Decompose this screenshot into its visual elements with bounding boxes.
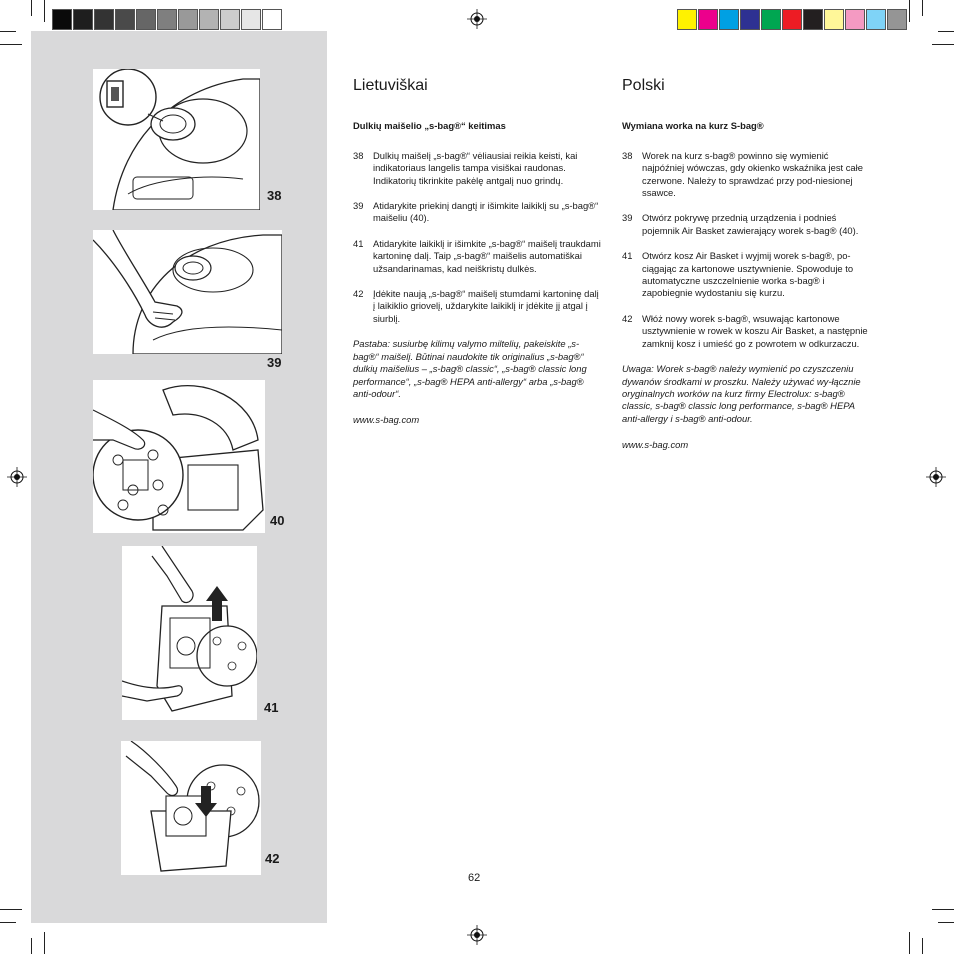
- registration-mark-icon: [467, 925, 487, 945]
- figure-number-39: 39: [267, 355, 282, 370]
- step-text: Įdėkite naują „s-bag®“ maišelį stumdami kartoninę dalį į laikiklio griovelį, uždarykite laikiklį ir įdėkite jį atgal į siurblį.: [373, 288, 599, 324]
- color-swatch: [677, 9, 697, 30]
- figure-number-40: 40: [270, 513, 285, 528]
- pl-step: [622, 313, 870, 350]
- step-number: 42: [622, 312, 633, 324]
- figure-38-bag-indicator-illustration: [93, 69, 260, 210]
- step-text: Worek na kurz s-bag® powinno się wymienić najpóźniej wówczas, gdy okienko wskaźnika jest całe czerwone. Należy to sprawdzać przy pod-niesionej ssawce.: [642, 149, 863, 199]
- lithuanian-section-heading: Dulkių maišelio „s-bag®“ keitimas: [353, 120, 506, 132]
- lithuanian-column: [353, 77, 601, 436]
- lt-step: [353, 288, 601, 325]
- figure-41-pull-bag-out-illustration: [122, 546, 257, 720]
- color-swatch: [761, 9, 781, 30]
- color-swatch: [94, 9, 114, 30]
- color-swatch: [241, 9, 261, 30]
- step-number: 41: [353, 237, 364, 249]
- color-swatch: [73, 9, 93, 30]
- color-swatch: [136, 9, 156, 30]
- pl-step: [622, 212, 870, 237]
- figure-number-41: 41: [264, 700, 279, 715]
- lithuanian-website-link[interactable]: www.s-bag.com: [353, 414, 420, 426]
- lt-step: [353, 150, 601, 187]
- step-number: 41: [622, 250, 633, 262]
- color-swatch: [157, 9, 177, 30]
- polish-section-heading: Wymiana worka na kurz S-bag®: [622, 120, 764, 132]
- color-swatch: [220, 9, 240, 30]
- color-swatch: [803, 9, 823, 30]
- pl-step: [622, 250, 870, 300]
- color-swatch: [178, 9, 198, 30]
- lithuanian-note: Pastaba: susiurbę kilimų valymo miltelių, pakeiskite „s-bag®“ maišelį. Būtinai naudokite tik originalius „s-bag®“ dulkių maišelius – „s-bag® classic“, „s-bag® classic long performance“, „s-bag® HEPA anti-allergy“ arba „s-bag® anti-odour“.: [353, 338, 587, 399]
- figure-39-open-cover-illustration: [93, 230, 282, 354]
- step-number: 38: [622, 149, 633, 161]
- step-text: Otwórz kosz Air Basket i wyjmij worek s-bag®, po-ciągając za kartonowe usztywnienie. Spowoduje to automatyczne uszczelnienie worka s-bag® i zapobiegnie wydostaniu się kurzu.: [642, 250, 854, 299]
- color-swatch: [866, 9, 886, 30]
- registration-mark-icon: [926, 467, 946, 487]
- figure-number-42: 42: [265, 851, 280, 866]
- step-number: 38: [353, 149, 364, 161]
- step-text: Otwórz pokrywę przednią urządzenia i podnieś pojemnik Air Basket zawierający worek s-bag® (40).: [642, 212, 859, 236]
- polish-website-link[interactable]: www.s-bag.com: [622, 439, 689, 451]
- color-swatch: [262, 9, 282, 30]
- color-swatch: [698, 9, 718, 30]
- color-swatch: [845, 9, 865, 30]
- grayscale-color-bar: [52, 9, 283, 30]
- pl-step: [622, 150, 870, 200]
- polish-title: Polski: [622, 77, 665, 94]
- color-swatch: [782, 9, 802, 30]
- lithuanian-title: Lietuviškai: [353, 77, 428, 94]
- step-text: Włóż nowy worek s-bag®, wsuwając kartonowe usztywnienie w rowek w koszu Air Basket, a następnie zamknij kosz i umieść go z powrotem w odkurzaczu.: [642, 312, 868, 349]
- lt-step: [353, 200, 601, 225]
- polish-note: Uwaga: Worek s-bag® należy wymienić po czyszczeniu dywanów środkami w proszku. Należy używać wy-łącznie oryginalnych worków na kurz firmy Electrolux: s-bag® classic, s-bag® classic long performance, s-bag® HEPA anti-allergy i s-bag® anti-odour.: [622, 363, 861, 424]
- polish-column: [622, 77, 870, 461]
- step-text: Atidarykite laikiklį ir išimkite „s-bag®“ maišelį traukdami kartoninę dalį. Taip „s-bag®“ maišelis automatiškai užsandarinamas, kad neiškristų dulkės.: [373, 237, 601, 274]
- figure-40-remove-basket-illustration: [93, 380, 265, 533]
- color-swatch: [719, 9, 739, 30]
- color-swatch: [115, 9, 135, 30]
- color-swatch: [824, 9, 844, 30]
- color-swatch: [887, 9, 907, 30]
- process-color-bar: [677, 9, 908, 30]
- lt-step: [353, 238, 601, 275]
- step-number: 42: [353, 288, 364, 300]
- step-text: Dulkių maišelį „s-bag®“ vėliausiai reikia keisti, kai indikatoriaus langelis tampa visiškai raudonas. Indikatorių tikrinkite pakėlę antgalį nuo grindų.: [373, 149, 578, 186]
- step-text: Atidarykite priekinį dangtį ir išimkite laikiklį su „s-bag®“ maišeliu (40).: [373, 200, 599, 224]
- registration-mark-icon: [467, 9, 487, 29]
- color-swatch: [52, 9, 72, 30]
- step-number: 39: [622, 212, 633, 224]
- registration-mark-icon: [7, 467, 27, 487]
- step-number: 39: [353, 200, 364, 212]
- color-swatch: [740, 9, 760, 30]
- color-swatch: [199, 9, 219, 30]
- figure-42-insert-new-bag-illustration: [121, 741, 261, 875]
- page-number: 62: [468, 872, 481, 884]
- figure-number-38: 38: [267, 188, 282, 203]
